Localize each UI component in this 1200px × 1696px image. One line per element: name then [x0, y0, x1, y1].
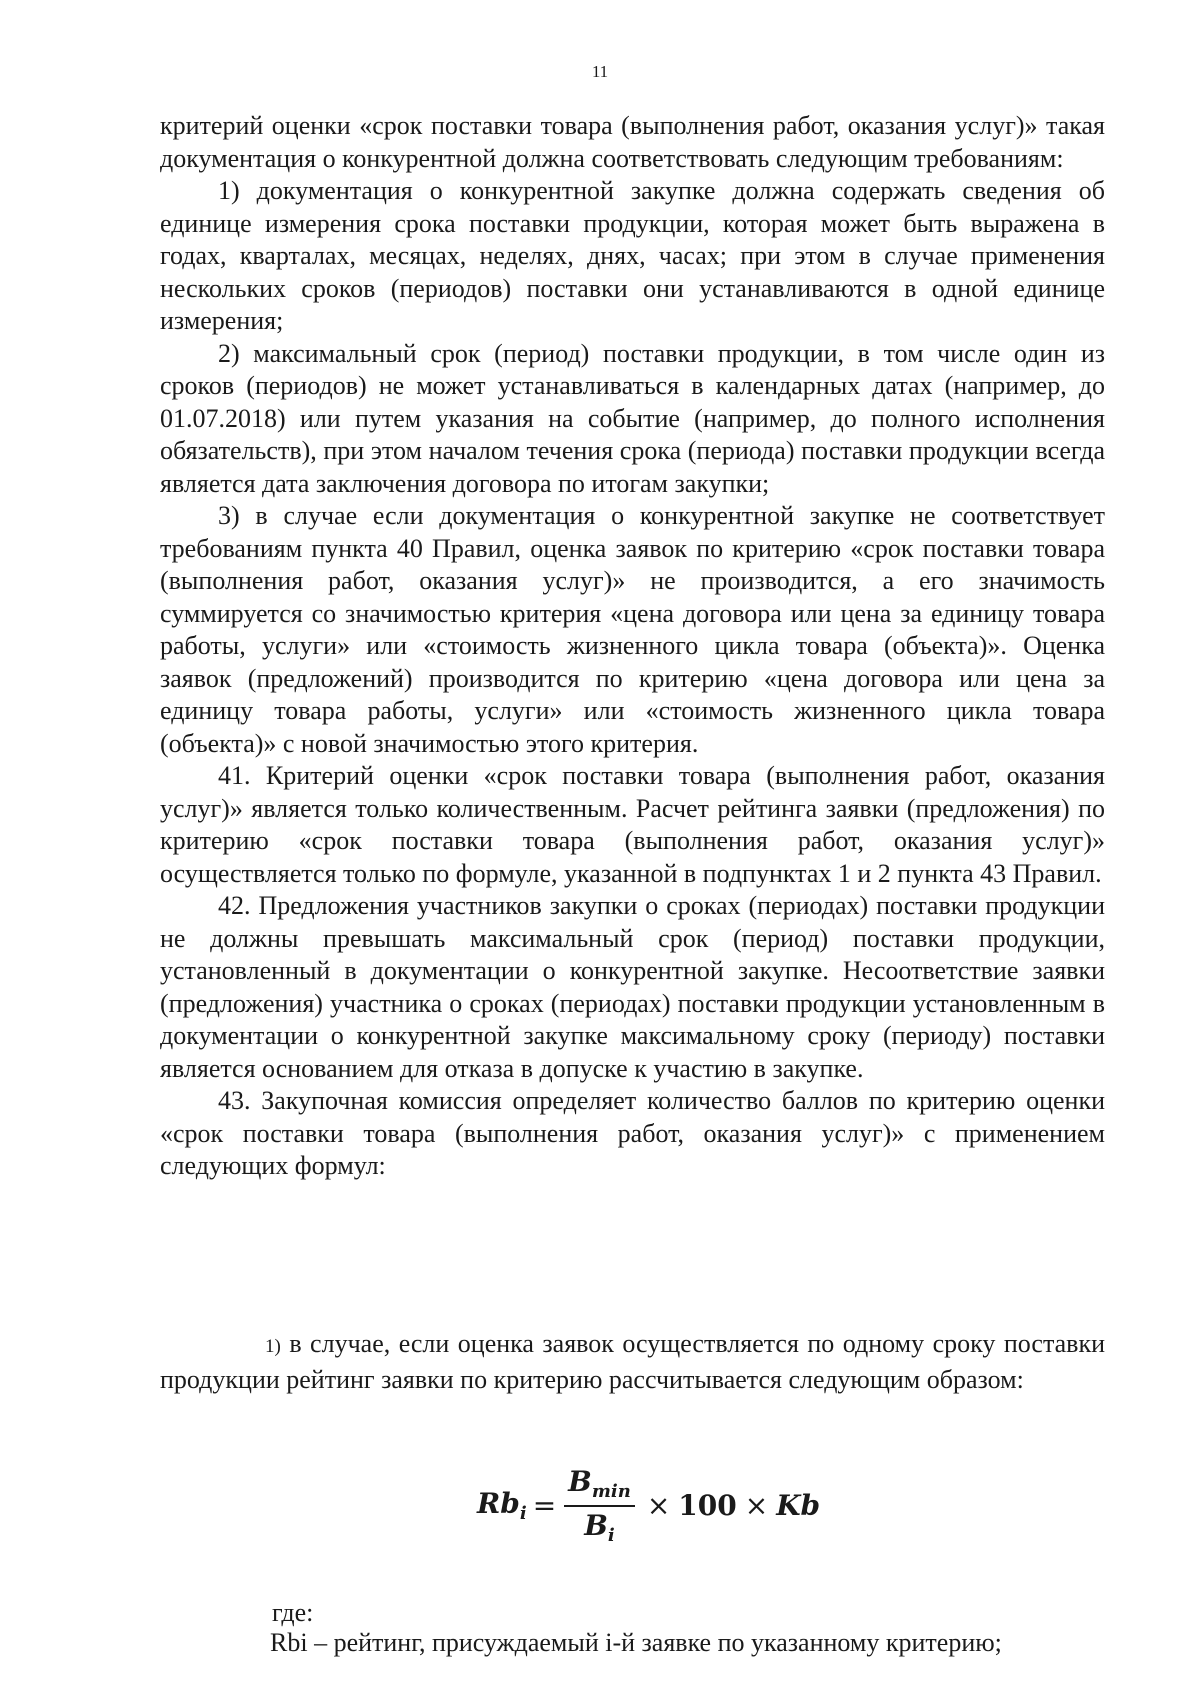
- formula-intro-paragraph: [160, 1328, 1105, 1396]
- formula-numerator-symbol: B: [568, 1464, 592, 1498]
- formula-factor: Kb: [776, 1488, 821, 1522]
- body-text: [160, 110, 1105, 1183]
- formula-equals: =: [532, 1488, 557, 1522]
- paragraph-42: 42. Предложения участников закупки о сроках (периодах) поставки продукции не должны превышать максимальный срок (период) поставки продукции, установленный в документации о конкурентной закупке. Несоответствие заявки (предложения) участника о сроках (периодах) поставки продукции установленным в документации о конкурентной закупке максимальному сроку (периоду) поставки является основанием для отказа в допуске к участию в закупке.: [160, 891, 1105, 1083]
- paragraph-item-2: 2) максимальный срок (период) поставки продукции, в том числе один из сроков (периодов) не может устанавливаться в календарных датах (например, до 01.07.2018) или путем указания на событие (например, до полного исполнения обязательств), при этом началом течения срока (периода) поставки продукции всегда является дата заключения договора по итогам закупки;: [160, 338, 1105, 498]
- formula-constant: 100: [678, 1488, 737, 1522]
- formula-intro-text: в случае, если оценка заявок осуществляется по одному сроку поставки продукции рейтинг заявки по критерию рассчитывается следующим образом:: [160, 1329, 1106, 1394]
- paragraph-43: 43. Закупочная комиссия определяет количество баллов по критерию оценки «срок поставки товара (выполнения работ, оказания услуг)» с применением следующих формул:: [160, 1086, 1105, 1180]
- formula-lhs-symbol: Rb: [477, 1486, 520, 1520]
- rating-formula: [477, 1450, 820, 1560]
- formula-numerator: [564, 1465, 635, 1507]
- formula-fraction: [564, 1465, 635, 1546]
- formula-times-1: ×: [646, 1488, 671, 1522]
- paragraph-continuation: критерий оценки «срок поставки товара (выполнения работ, оказания услуг)» такая документация о конкурентной должна соответствовать следующим требованиям:: [160, 111, 1105, 173]
- formula-intro: [160, 1328, 1105, 1396]
- where-label: где:: [272, 1598, 314, 1627]
- formula-denominator: [584, 1507, 615, 1546]
- definition-rbi: Rbi – рейтинг, присуждаемый i-й заявке по указанному критерию;: [270, 1628, 1002, 1657]
- formula-denominator-subscript: i: [607, 1524, 615, 1546]
- paragraph-item-1: 1) документация о конкурентной закупке должна содержать сведения об единице измерения срока поставки продукции, которая может быть выражена в годах, кварталах, месяцах, неделях, днях, часах; при этом в случае применения нескольких сроков (периодов) поставки они устанавливаются в одной единице измерения;: [160, 176, 1105, 335]
- formula-denominator-symbol: B: [584, 1508, 608, 1542]
- page-number: 11: [591, 62, 609, 81]
- formula-lhs: [477, 1487, 527, 1524]
- formula-intro-number: 1): [265, 1336, 281, 1357]
- formula-numerator-subscript: min: [591, 1480, 631, 1502]
- paragraph-item-3: 3) в случае если документация о конкурентной закупке не соответствует требованиям пункта 40 Правил, оценка заявок по критерию «срок поставки товара (выполнения работ, оказания услуг)» не производится, а его значимость суммируется со значимостью критерия «цена договора или цена за единицу товара работы, услуги» или «стоимость жизненного цикла товара (объекта)». Оценка заявок (предложений) производится по критерию «цена договора или цена за единицу товара работы, услуги» или «стоимость жизненного цикла товара (объекта)» с новой значимостью этого критерия.: [160, 501, 1105, 758]
- formula-lhs-subscript: i: [519, 1502, 527, 1524]
- paragraph-41: 41. Критерий оценки «срок поставки товара (выполнения работ, оказания услуг)» является только количественным. Расчет рейтинга заявки (предложения) по критерию «срок поставки товара (выполнения работ, оказания услуг)» осуществляется только по формуле, указанной в подпунктах 1 и 2 пункта 43 Правил.: [160, 761, 1105, 888]
- formula-times-2: ×: [744, 1488, 769, 1522]
